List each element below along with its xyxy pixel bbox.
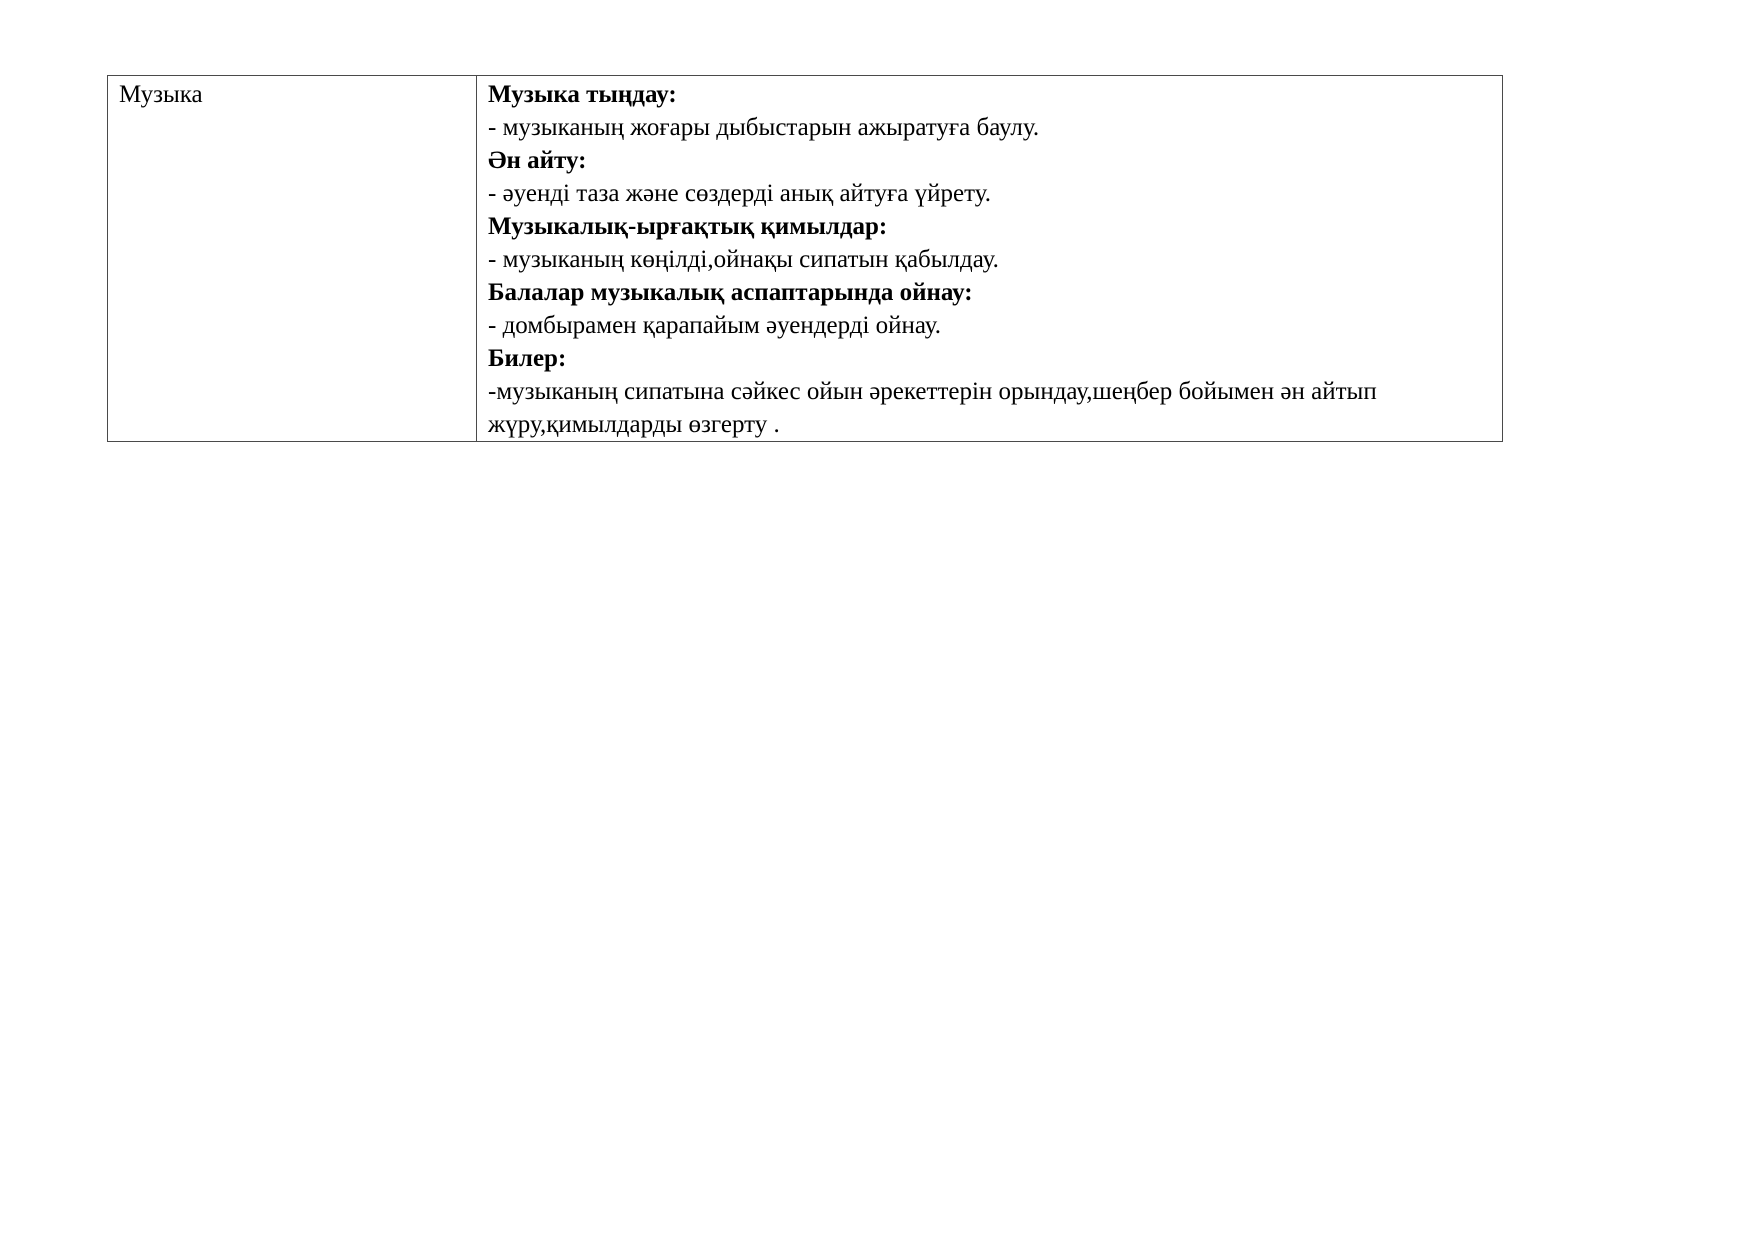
section-heading: Музыкалық-ырғақтық қимылдар:: [488, 213, 888, 240]
subject-cell: [108, 76, 477, 442]
section-heading: Ән айту:: [488, 147, 587, 174]
content-table: [107, 75, 1503, 442]
section-heading: Музыка тыңдау:: [488, 81, 677, 108]
section-text: - музыканың көңілді,ойнақы сипатын қабылдау.: [488, 246, 999, 273]
section-text: - музыканың жоғары дыбыстарын ажыратуға баулу.: [488, 114, 1040, 141]
section-text: -музыканың сипатына сәйкес ойын әрекеттерін орындау,шеңбер бойымен ән айтып жүру,қимылдарды өзгерту .: [488, 378, 1377, 438]
section-heading: Билер:: [488, 345, 567, 372]
table-row: [108, 76, 1503, 442]
section-text: - әуенді таза және сөздерді анық айтуға үйрету.: [488, 180, 991, 207]
content-cell: [477, 76, 1503, 442]
section-text: - домбырамен қарапайым әуендерді ойнау.: [488, 312, 942, 339]
subject-label: Музыка: [119, 81, 203, 108]
section-heading: Балалар музыкалық аспаптарында ойнау:: [488, 279, 973, 306]
